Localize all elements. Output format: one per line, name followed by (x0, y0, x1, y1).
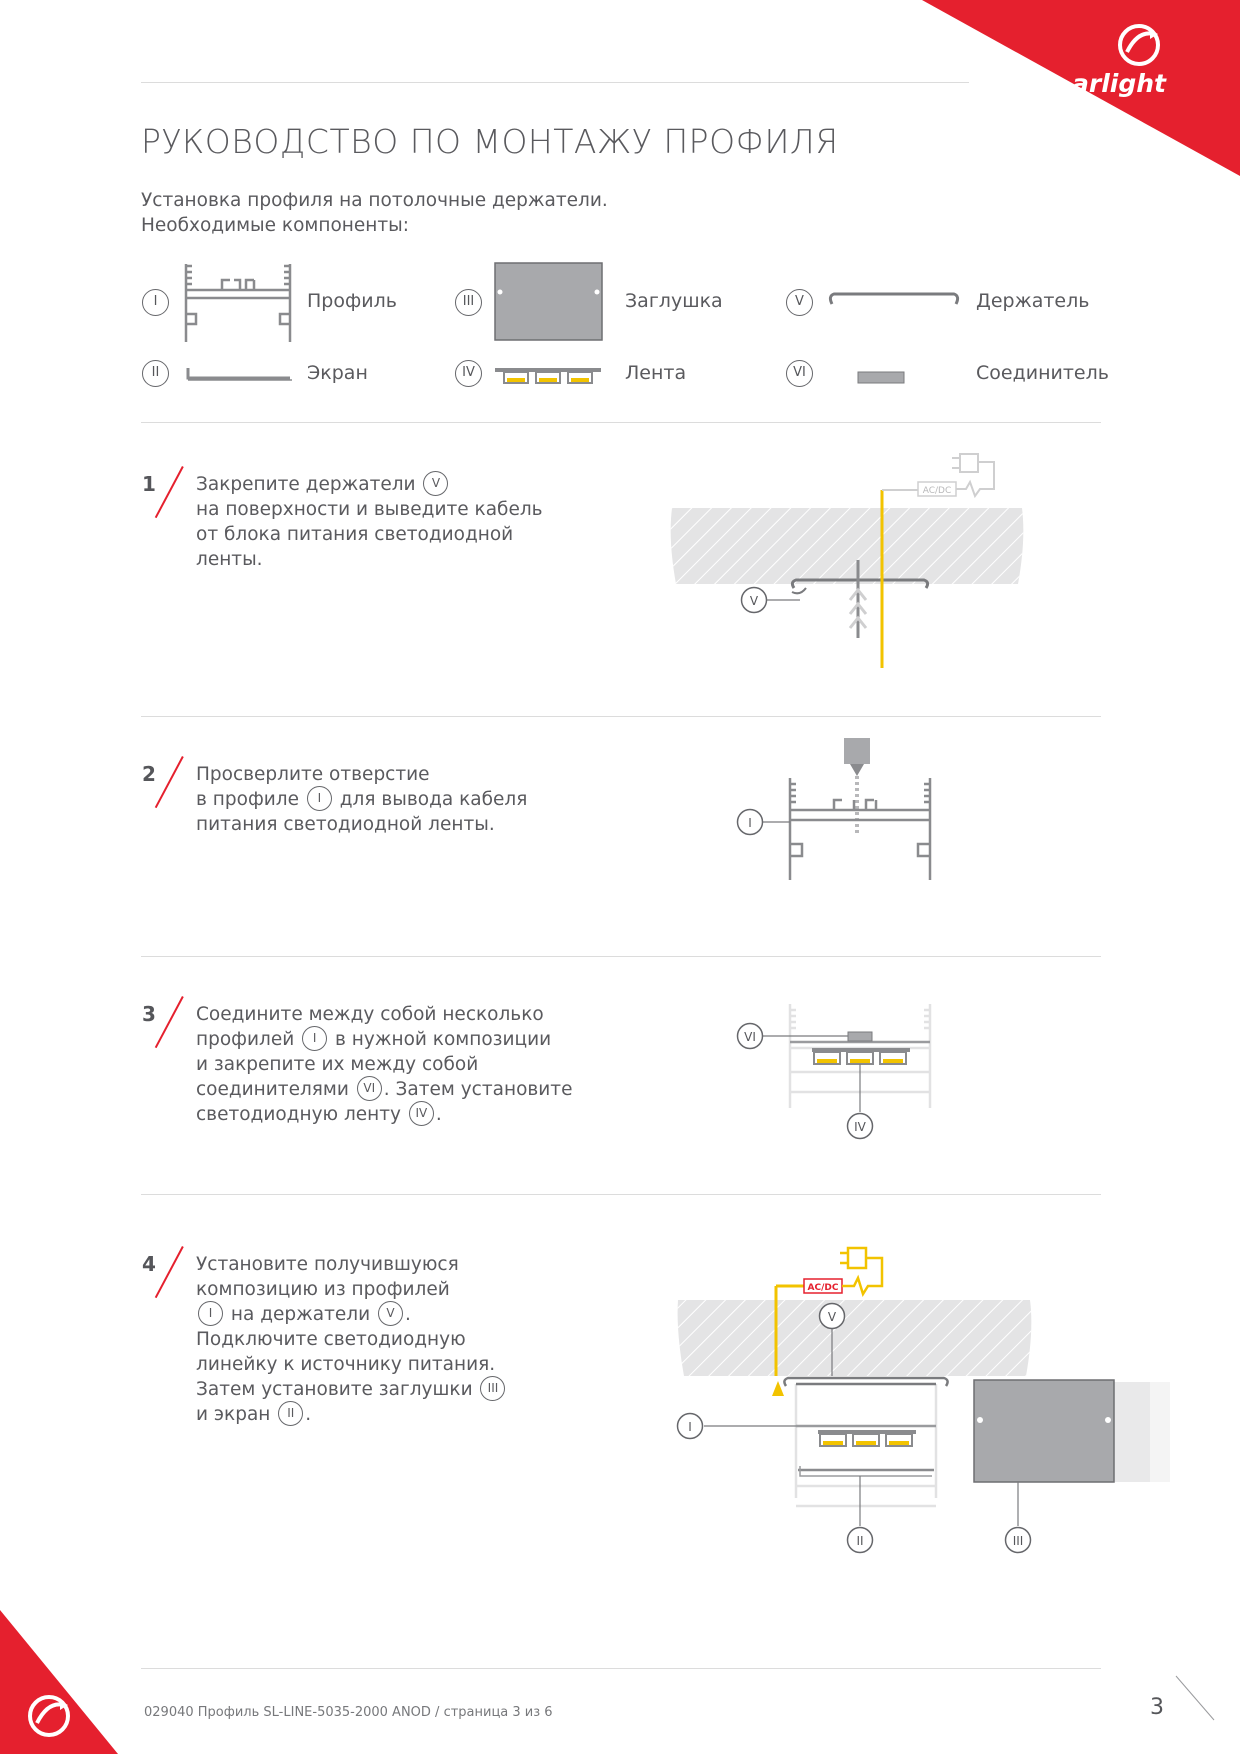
section-rule (141, 1194, 1101, 1195)
footer-text: 029040 Профиль SL-LINE-5035-2000 ANOD / страница 3 из 6 (144, 1705, 553, 1720)
step-1-slash (155, 466, 184, 518)
step-line: ленты. (196, 549, 263, 570)
step-4-slash (155, 1246, 184, 1298)
step-3-diagram (730, 996, 950, 1146)
component-badge-ii: II (142, 360, 169, 387)
ref-badge: VI (357, 1076, 382, 1101)
step-line: на поверхности и выведите кабель (196, 499, 543, 520)
component-label-end-cap: Заглушка (625, 290, 723, 312)
component-label-connector: Соединитель (976, 362, 1109, 384)
step-line: от блока питания светодиодной (196, 524, 514, 545)
logo-text: arlight (1072, 69, 1166, 98)
diagram-badge: V (749, 594, 759, 608)
step-line: композицию из профилей (196, 1279, 450, 1300)
ref-badge: IV (409, 1101, 434, 1126)
component-badge-i: I (142, 289, 169, 316)
step-line: I на держатели V . (196, 1302, 507, 1327)
top-rule (141, 82, 969, 83)
page-number: 3 (1150, 1695, 1164, 1720)
ref-badge: I (307, 786, 332, 811)
step-line: Соедините между собой несколько (196, 1004, 544, 1025)
intro-text (141, 188, 608, 238)
step-line: Затем установите заглушки III (196, 1377, 507, 1402)
profile-icon (182, 262, 294, 344)
step-2-number: 2 (142, 762, 156, 786)
screen-icon (184, 364, 294, 384)
component-badge-v: V (786, 289, 813, 316)
step-4-diagram (670, 1236, 1180, 1566)
diagram-badge: VI (744, 1030, 756, 1044)
acdc-label-1: AC/DC (922, 486, 952, 496)
step-2-diagram (730, 736, 950, 886)
diagram-badge: III (1012, 1534, 1024, 1548)
page-corner-mark (1170, 1670, 1230, 1730)
section-rule (141, 422, 1101, 423)
step-line: профилей I в нужной композиции (196, 1027, 572, 1052)
step-line: линейку к источнику питания. (196, 1354, 496, 1375)
led-strip-icon (494, 366, 604, 386)
step-line: Установите получившуюся (196, 1254, 459, 1275)
component-label-holder: Держатель (976, 290, 1090, 312)
connector-icon (857, 371, 907, 385)
section-rule (141, 716, 1101, 717)
ref-badge: V (423, 471, 448, 496)
step-line: питания светодиодной ленты. (196, 814, 495, 835)
step-2-slash (155, 756, 184, 808)
step-line: светодиодную ленту IV . (196, 1102, 572, 1127)
ref-badge: II (278, 1401, 303, 1426)
step-3-text (196, 1002, 572, 1127)
component-label-led-strip: Лента (625, 362, 687, 384)
step-line: соединителями VI . Затем установите (196, 1077, 572, 1102)
footer-rule (141, 1668, 1101, 1669)
diagram-badge: II (856, 1534, 864, 1548)
component-label-profile: Профиль (307, 290, 397, 312)
step-4-number: 4 (142, 1252, 156, 1276)
step-1-diagram (660, 440, 1030, 680)
step-line: Закрепите держатели V (196, 472, 543, 497)
step-4-text (196, 1252, 507, 1427)
ref-badge: I (302, 1026, 327, 1051)
step-3-number: 3 (142, 1002, 156, 1026)
page-title: РУКОВОДСТВО ПО МОНТАЖУ ПРОФИЛЯ (141, 122, 839, 161)
diagram-badge: I (748, 816, 752, 830)
step-2-text (196, 762, 527, 837)
diagram-badge: I (688, 1420, 692, 1434)
component-badge-iii: III (455, 289, 482, 316)
diagram-badge: IV (854, 1120, 866, 1134)
intro-line: Необходимые компоненты: (141, 215, 409, 236)
section-rule (141, 956, 1101, 957)
brand-corner-bottom (0, 1610, 130, 1754)
diagram-badge: V (827, 1310, 837, 1324)
step-line: в профиле I для вывода кабеля (196, 787, 527, 812)
end-cap-icon (494, 262, 604, 342)
step-1-number: 1 (142, 472, 156, 496)
intro-line: Установка профиля на потолочные держатели. (141, 190, 608, 211)
ref-badge: I (198, 1301, 223, 1326)
component-badge-vi: VI (786, 360, 813, 387)
step-line: Просверлите отверстие (196, 764, 430, 785)
component-label-screen: Экран (307, 362, 368, 384)
step-3-slash (155, 996, 184, 1048)
ref-badge: III (480, 1376, 505, 1401)
step-line: и закрепите их между собой (196, 1054, 479, 1075)
ref-badge: V (378, 1301, 403, 1326)
holder-icon (826, 290, 962, 312)
component-badge-iv: IV (455, 360, 482, 387)
step-line: и экран II . (196, 1402, 507, 1427)
step-line: Подключите светодиодную (196, 1329, 466, 1350)
step-1-text (196, 472, 543, 572)
acdc-label-2: AC/DC (807, 1283, 839, 1293)
